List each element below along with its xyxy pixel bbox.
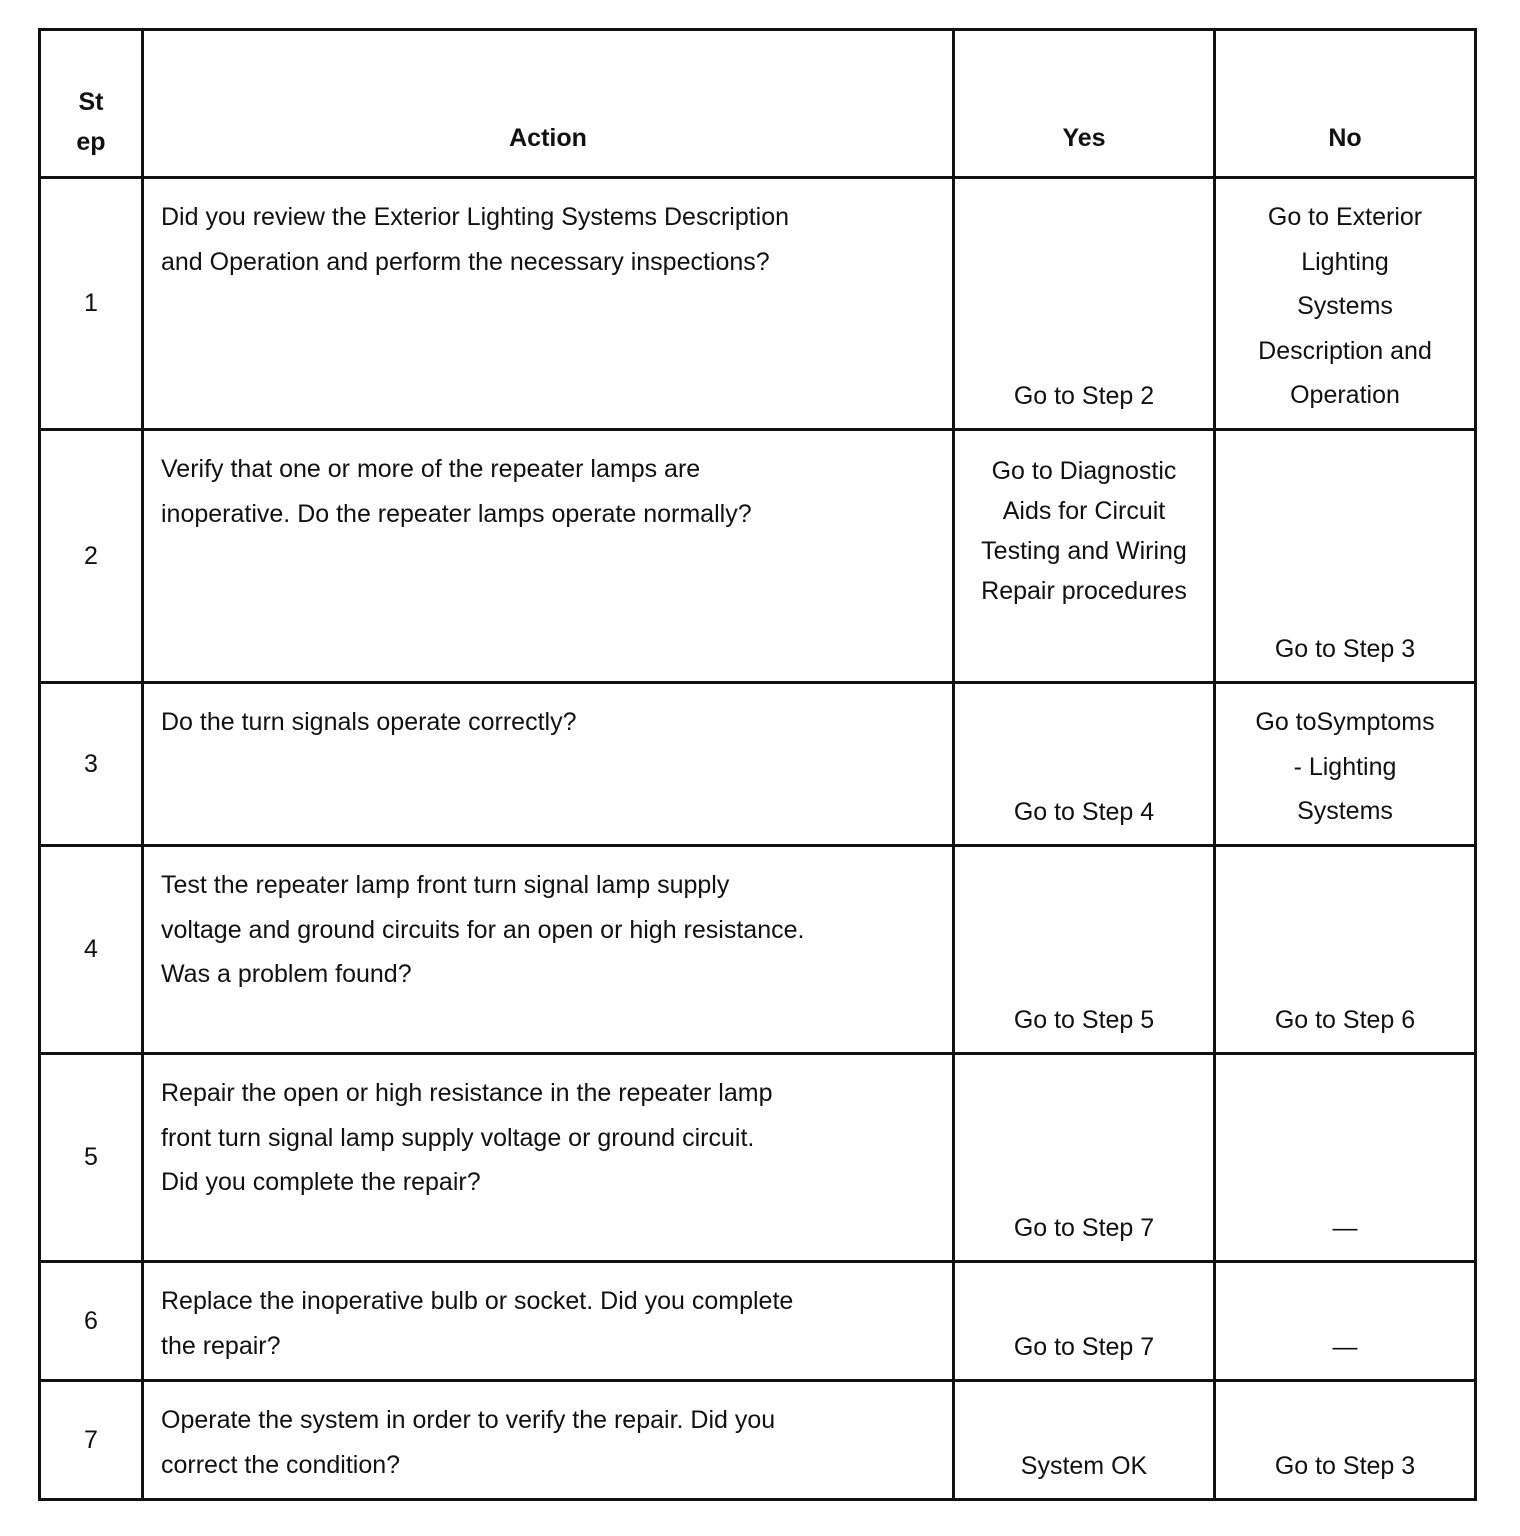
table-row (40, 683, 1476, 846)
table-row (40, 430, 1476, 683)
diagnostic-table (38, 28, 1477, 1501)
no-result: Go to Step 6 (1274, 1005, 1416, 1034)
yes-cell (954, 1381, 1215, 1500)
no-result: Go to Step 3 (1274, 1451, 1416, 1480)
header-no: No (1215, 30, 1476, 178)
table-row (40, 1381, 1476, 1500)
no-cell (1215, 846, 1476, 1054)
yes-cell (954, 683, 1215, 846)
yes-cell (954, 1054, 1215, 1262)
no-result: Go to Step 3 (1274, 634, 1416, 663)
step-number: 3 (40, 683, 143, 846)
no-result: Go toSymptoms - Lighting Systems (1255, 708, 1435, 825)
action-text: Test the repeater lamp front turn signal lamp supply voltage and ground circuits for an open or high resistance. Was a problem found? (143, 846, 954, 1054)
step-number: 4 (40, 846, 143, 1054)
step-number: 7 (40, 1381, 143, 1500)
yes-cell (954, 178, 1215, 430)
yes-result: Go to Step 2 (1013, 381, 1155, 410)
header-action: Action (143, 30, 954, 178)
header-step: St ep (40, 30, 143, 178)
no-cell (1215, 1381, 1476, 1500)
yes-result: Go to Diagnostic Aids for Circuit Testing and Wiring Repair procedures (981, 457, 1187, 605)
no-cell (1215, 178, 1476, 430)
header-row (40, 30, 1476, 178)
yes-cell (954, 430, 1215, 683)
no-result: — (1332, 1332, 1358, 1361)
action-text: Did you review the Exterior Lighting Systems Description and Operation and perform the necessary inspections? (143, 178, 954, 430)
no-result: — (1332, 1213, 1358, 1242)
step-number: 2 (40, 430, 143, 683)
action-text: Do the turn signals operate correctly? (143, 683, 954, 846)
no-cell (1215, 1262, 1476, 1381)
yes-result: Go to Step 7 (1013, 1332, 1155, 1361)
table-row (40, 846, 1476, 1054)
table-row (40, 1054, 1476, 1262)
yes-cell (954, 1262, 1215, 1381)
action-text: Replace the inoperative bulb or socket. Did you complete the repair? (143, 1262, 954, 1381)
no-result: Go to Exterior Lighting Systems Description and Operation (1258, 203, 1432, 409)
step-number: 6 (40, 1262, 143, 1381)
action-text: Repair the open or high resistance in the repeater lamp front turn signal lamp supply voltage or ground circuit. Did you complete the repair? (143, 1054, 954, 1262)
step-number: 5 (40, 1054, 143, 1262)
header-yes: Yes (954, 30, 1215, 178)
no-cell (1215, 430, 1476, 683)
yes-cell (954, 846, 1215, 1054)
yes-result: Go to Step 4 (1013, 797, 1155, 826)
action-text: Verify that one or more of the repeater lamps are inoperative. Do the repeater lamps operate normally? (143, 430, 954, 683)
yes-result: Go to Step 7 (1013, 1213, 1155, 1242)
table-row (40, 1262, 1476, 1381)
no-cell (1215, 683, 1476, 846)
no-cell (1215, 1054, 1476, 1262)
yes-result: Go to Step 5 (1013, 1005, 1155, 1034)
table-row (40, 178, 1476, 430)
action-text: Operate the system in order to verify the repair. Did you correct the condition? (143, 1381, 954, 1500)
yes-result: System OK (1020, 1451, 1148, 1480)
step-number: 1 (40, 178, 143, 430)
